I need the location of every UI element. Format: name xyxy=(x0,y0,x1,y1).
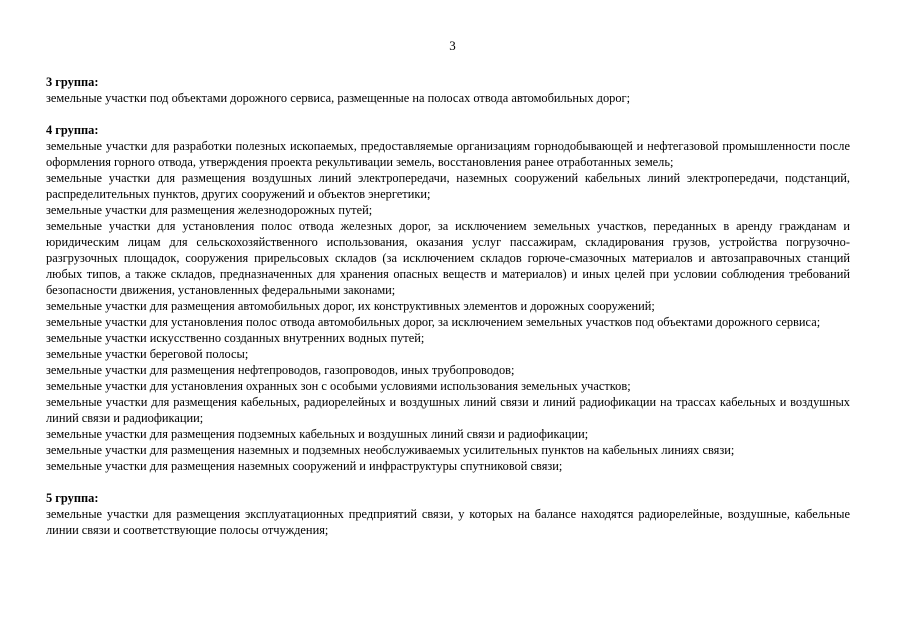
group-section xyxy=(46,74,850,106)
land-category-item: земельные участки для установления охранных зон с особыми условиями использования земельных участков; xyxy=(46,379,631,393)
land-category-item: земельные участки искусственно созданных внутренних водных путей; xyxy=(46,331,425,345)
land-category-item: земельные участки для размещения эксплуатационных предприятий связи, у которых на балансе находятся радиорелейные, воздушные, кабельные линии связи и соответствующие полосы отчуждения; xyxy=(46,507,850,537)
land-category-item: земельные участки для размещения подземных кабельных и воздушных линий связи и радиофикации; xyxy=(46,427,589,441)
land-category-item: земельные участки для разработки полезных ископаемых, предоставляемые организациям горнодобывающей и нефтегазовой промышленности после оформления горного отвода, утверждения проекта рекультивации земель, восстановления ранее отработанных земель; xyxy=(46,139,850,169)
land-category-item: земельные участки под объектами дорожного сервиса, размещенные на полосах отвода автомобильных дорог; xyxy=(46,91,631,105)
land-category-item: земельные участки для размещения нефтепроводов, газопроводов, иных трубопроводов; xyxy=(46,363,515,377)
group-list xyxy=(46,74,850,554)
page-number: 3 xyxy=(449,38,456,53)
group-title: 3 группа: xyxy=(46,75,99,89)
land-category-item: земельные участки для размещения железнодорожных путей; xyxy=(46,203,373,217)
land-category-item: земельные участки для размещения воздушных линий электропередачи, наземных сооружений кабельных линий электропередачи, подстанций, распределительных пунктов, других сооружений и объектов энергетики; xyxy=(46,171,850,201)
land-category-item: земельные участки для размещения кабельных, радиорелейных и воздушных линий связи и линий радиофикации на трассах кабельных и воздушных линий связи и радиофикации; xyxy=(46,395,850,425)
land-category-item: земельные участки для установления полос отвода автомобильных дорог, за исключением земельных участков под объектами дорожного сервиса; xyxy=(46,315,821,329)
group-title: 4 группа: xyxy=(46,123,99,137)
land-category-item: земельные участки для размещения наземных и подземных необслуживаемых усилительных пунктов на кабельных линиях связи; xyxy=(46,443,735,457)
group-title: 5 группа: xyxy=(46,491,99,505)
group-section xyxy=(46,122,850,474)
land-category-item: земельные участки для размещения автомобильных дорог, их конструктивных элементов и дорожных сооружений; xyxy=(46,299,655,313)
land-category-item: земельные участки для размещения наземных сооружений и инфраструктуры спутниковой связи; xyxy=(46,459,563,473)
group-section xyxy=(46,490,850,538)
land-category-item: земельные участки береговой полосы; xyxy=(46,347,249,361)
land-category-item: земельные участки для установления полос отвода железных дорог, за исключением земельных участков, переданных в аренду гражданам и юридическим лицам для сельскохозяйственного использования, оказания услуг пассажирам, складирования грузов, устройства погрузочно-разгрузочных площадок, сооружения прирельсовых складов (за исключением складов горюче-смазочных материалов и автозаправочных станций любых типов, а также складов, предназначенных для хранения опасных веществ и материалов) и иных целей при условии соблюдения требований безопасности движения, установленных федеральными законами; xyxy=(46,219,850,297)
